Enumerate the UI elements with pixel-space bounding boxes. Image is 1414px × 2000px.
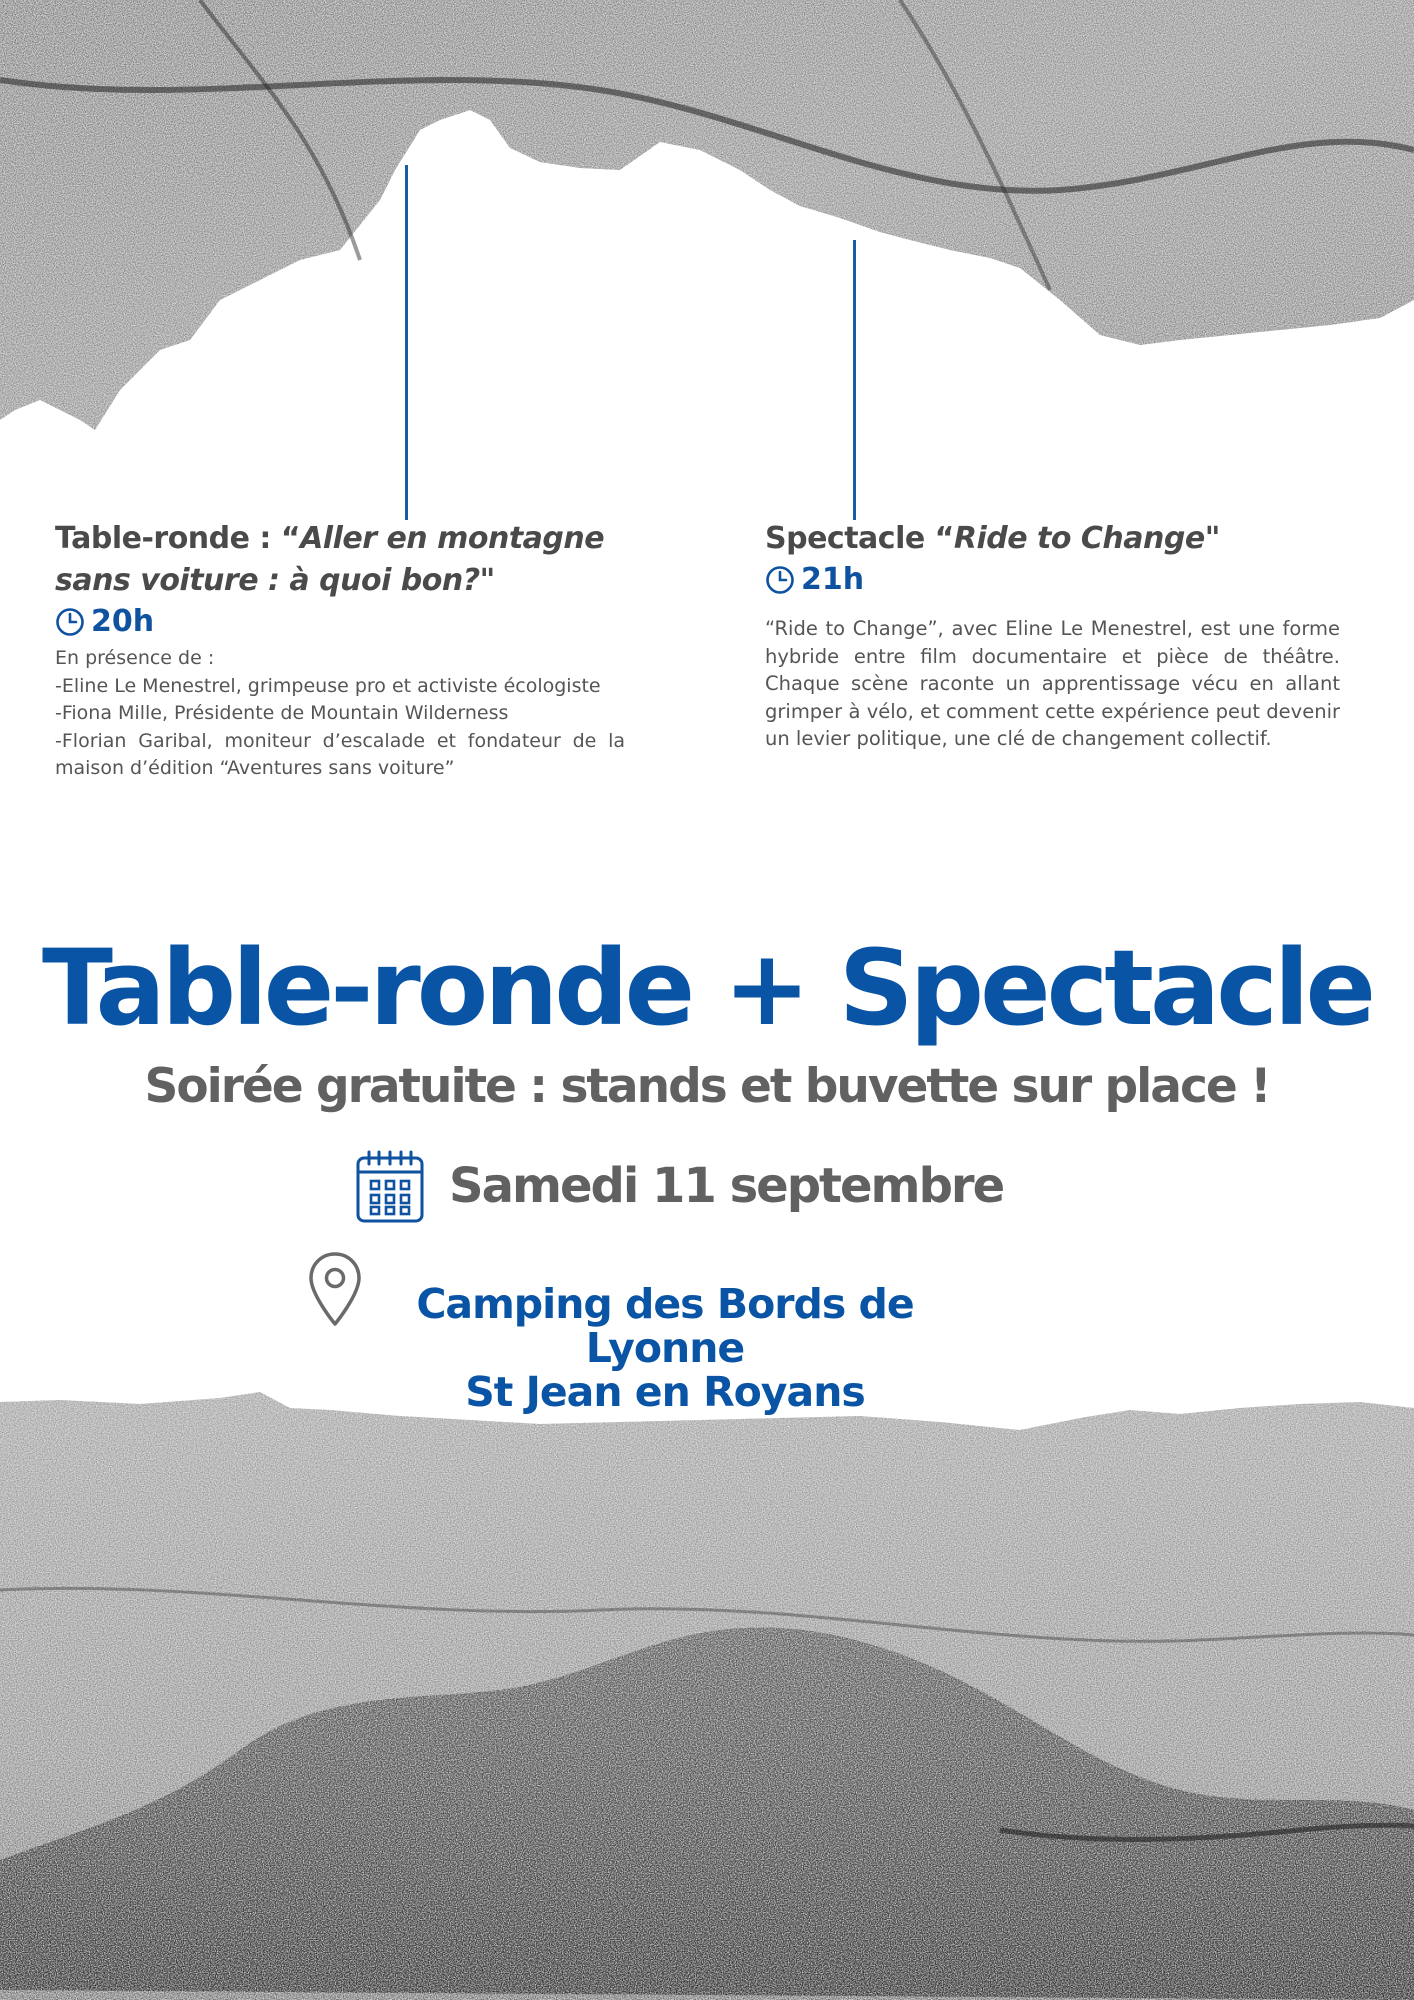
event-title-table-ronde: Table-ronde : “Aller en montagne sans voiture : à quoi bon?" [55,521,605,598]
event-table-ronde [55,518,625,783]
leader-line-left [405,165,408,520]
body-line: En présence de : [55,647,215,669]
leader-line-right [853,240,856,520]
clock-icon [765,565,795,595]
body-line: -Eline Le Menestrel, grimpeuse pro et activiste écologiste [55,674,601,697]
event-date [355,1148,1003,1224]
body-line: -Florian Garibal, moniteur d’escalade et fondateur de la maison d’édition “Aventures sans voiture” [55,729,625,779]
time-label: 21h [801,562,865,597]
calendar-icon [355,1148,425,1224]
event-spectacle [765,518,1340,753]
map-pin-icon [305,1250,365,1330]
body-line: -Fiona Mille, Présidente de Mountain Wilderness [55,702,509,724]
time-label: 20h [91,604,155,639]
clock-icon [55,607,85,637]
event-title-spectacle: Spectacle “Ride to Change" [765,521,1220,556]
subtitle: Soirée gratuite : stands et buvette sur place ! [144,1059,1270,1114]
mountain-illustration-top [0,0,1414,440]
event-time-table-ronde [55,604,625,639]
event-time-spectacle [765,562,1340,597]
location-line-town: St Jean en Royans [465,1368,865,1416]
main-title: Table-ronde + Spectacle [41,927,1373,1049]
location-line-venue: Camping des Bords de Lyonne [416,1280,914,1372]
mountain-illustration-bottom [0,1390,1414,2000]
date-text: Samedi 11 septembre [449,1158,1004,1214]
event-description-spectacle: “Ride to Change”, avec Eline Le Menestrel, est une forme hybride entre film documentaire et pièce de théâtre. Chaque scène raconte un apprentissage vécu en allant grimper à vélo, et comment cette expérience peut devenir un levier politique, une clé de changement collectif. [765,617,1340,750]
event-description-table-ronde [55,645,625,783]
